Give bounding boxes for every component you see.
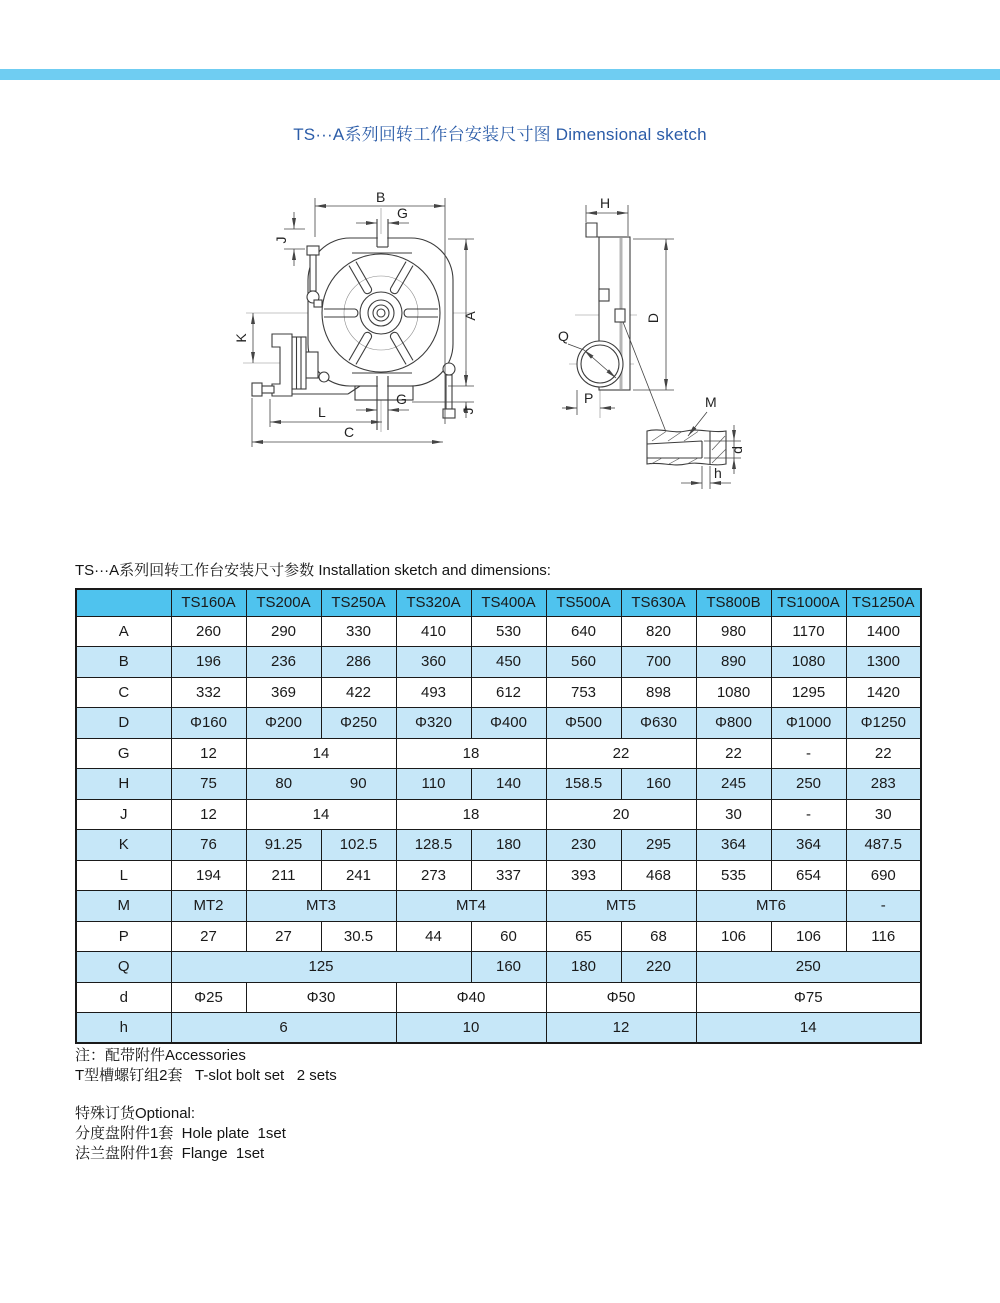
cell-B-7: 890 (696, 647, 771, 678)
notes-block (75, 1046, 337, 1164)
cell-A-3: 410 (396, 616, 471, 647)
cell-J-5: - (771, 799, 846, 830)
notes-gap (75, 1086, 337, 1104)
cell-d-1: Φ30 (246, 982, 396, 1013)
cell-Q-4: 250 (696, 952, 921, 983)
note-accessories-1: T型槽螺钉组2套 T-slot bolt set 2 sets (75, 1067, 337, 1084)
cell-J-6: 30 (846, 799, 921, 830)
cell-H-6: 160 (621, 769, 696, 800)
cell-P-6: 68 (621, 921, 696, 952)
cell-A-4: 530 (471, 616, 546, 647)
column-header-TS1000A: TS1000A (771, 589, 846, 616)
column-header-TS200A: TS200A (246, 589, 321, 616)
table-body (76, 616, 921, 1043)
cell-A-6: 820 (621, 616, 696, 647)
cell-G-0: 12 (171, 738, 246, 769)
cell-D-5: Φ500 (546, 708, 621, 739)
cell-B-5: 560 (546, 647, 621, 678)
cell-P-2: 30.5 (321, 921, 396, 952)
cell-H-3: 110 (396, 769, 471, 800)
dim-label-G-bottom: G (396, 391, 407, 407)
dim-label-C: C (344, 424, 355, 440)
dimensional-sketch (225, 175, 765, 505)
cell-h-3: 14 (696, 1013, 921, 1044)
cell-P-3: 44 (396, 921, 471, 952)
cell-K-0: 76 (171, 830, 246, 861)
row-label-P: P (76, 921, 171, 952)
cell-D-0: Φ160 (171, 708, 246, 739)
row-label-D: D (76, 708, 171, 739)
sketch-svg (225, 175, 765, 505)
table-row-h (76, 1013, 921, 1044)
cell-J-4: 30 (696, 799, 771, 830)
table-row-G (76, 738, 921, 769)
cell-B-9: 1300 (846, 647, 921, 678)
row-label-G: G (76, 738, 171, 769)
cell-P-4: 60 (471, 921, 546, 952)
cell-B-8: 1080 (771, 647, 846, 678)
cell-J-1: 14 (246, 799, 396, 830)
cell-d-0: Φ25 (171, 982, 246, 1013)
cell-L-2: 241 (321, 860, 396, 891)
cell-J-2: 18 (396, 799, 546, 830)
dim-label-G-top: G (397, 205, 408, 221)
cell-P-1: 27 (246, 921, 321, 952)
cell-d-2: Φ40 (396, 982, 546, 1013)
crank-stem (262, 386, 274, 393)
column-header-TS160A: TS160A (171, 589, 246, 616)
cell-L-3: 273 (396, 860, 471, 891)
cell-C-9: 1420 (846, 677, 921, 708)
cell-K-4: 180 (471, 830, 546, 861)
cell-C-1: 369 (246, 677, 321, 708)
wheel-shaft (306, 352, 318, 378)
crank-knob (252, 383, 262, 396)
cell-H-4: 140 (471, 769, 546, 800)
cell-B-6: 700 (621, 647, 696, 678)
table-row-L (76, 860, 921, 891)
row-label-M: M (76, 891, 171, 922)
cell-K-5: 230 (546, 830, 621, 861)
column-header-TS250A: TS250A (321, 589, 396, 616)
row-label-A: A (76, 616, 171, 647)
cell-K-6: 295 (621, 830, 696, 861)
table-row-P (76, 921, 921, 952)
column-header-TS1250A: TS1250A (846, 589, 921, 616)
dim-label-M: M (705, 394, 717, 410)
side-top-step (586, 223, 599, 237)
cell-G-5: - (771, 738, 846, 769)
page-title: TS···A系列回转工作台安装尺寸图 Dimensional sketch (293, 125, 707, 144)
table-header-row (76, 589, 921, 616)
column-header-TS400A: TS400A (471, 589, 546, 616)
cell-H-7: 245 (696, 769, 771, 800)
cell-P-5: 65 (546, 921, 621, 952)
cell-G-1: 14 (246, 738, 396, 769)
cell-A-8: 1170 (771, 616, 846, 647)
row-label-J: J (76, 799, 171, 830)
cell-P-7: 106 (696, 921, 771, 952)
column-header-TS320A: TS320A (396, 589, 471, 616)
cell-C-2: 422 (321, 677, 396, 708)
cell-J-0: 12 (171, 799, 246, 830)
cell-Q-1: 160 (471, 952, 546, 983)
row-label-d: d (76, 982, 171, 1013)
cell-K-9: 487.5 (846, 830, 921, 861)
cell-L-5: 393 (546, 860, 621, 891)
cell-P-9: 116 (846, 921, 921, 952)
cell-D-8: Φ1000 (771, 708, 846, 739)
cell-D-6: Φ630 (621, 708, 696, 739)
cell-L-9: 690 (846, 860, 921, 891)
lock-knob (319, 372, 329, 382)
cell-B-3: 360 (396, 647, 471, 678)
dim-label-D: D (645, 312, 661, 324)
cell-A-1: 290 (246, 616, 321, 647)
taper-detail (647, 394, 745, 489)
cell-K-8: 364 (771, 830, 846, 861)
dim-label-h: h (714, 465, 722, 481)
row-label-Q: Q (76, 952, 171, 983)
cell-G-3: 22 (546, 738, 696, 769)
cell-D-1: Φ200 (246, 708, 321, 739)
cell-K-7: 364 (696, 830, 771, 861)
dim-label-P: P (584, 390, 594, 406)
table-row-M (76, 891, 921, 922)
table-row-D (76, 708, 921, 739)
cell-D-9: Φ1250 (846, 708, 921, 739)
cell-G-2: 18 (396, 738, 546, 769)
dim-label-d: d (729, 446, 745, 454)
dim-label-J-top: J (273, 236, 289, 244)
note-optional-2: 法兰盘附件1套 Flange 1set (75, 1145, 265, 1162)
table-row-B (76, 647, 921, 678)
cell-A-2: 330 (321, 616, 396, 647)
table-row-K (76, 830, 921, 861)
cell-K-3: 128.5 (396, 830, 471, 861)
cell-Q-3: 220 (621, 952, 696, 983)
cell-C-3: 493 (396, 677, 471, 708)
row-label-H: H (76, 769, 171, 800)
cell-M-1: MT3 (246, 891, 396, 922)
table-row-A (76, 616, 921, 647)
cell-H-8: 250 (771, 769, 846, 800)
dim-label-H: H (599, 195, 611, 211)
cell-C-8: 1295 (771, 677, 846, 708)
column-header-TS500A: TS500A (546, 589, 621, 616)
cell-A-5: 640 (546, 616, 621, 647)
cell-G-6: 22 (846, 738, 921, 769)
cell-B-0: 196 (171, 647, 246, 678)
cell-d-4: Φ75 (696, 982, 921, 1013)
cell-L-4: 337 (471, 860, 546, 891)
cell-A-7: 980 (696, 616, 771, 647)
cell-K-1: 91.25 (246, 830, 321, 861)
cell-M-0: MT2 (171, 891, 246, 922)
cell-H-0: 75 (171, 769, 246, 800)
cell-C-7: 1080 (696, 677, 771, 708)
cell-L-1: 211 (246, 860, 321, 891)
note-optional-1: 分度盘附件1套 Hole plate 1set (75, 1125, 286, 1142)
cell-D-7: Φ800 (696, 708, 771, 739)
cell-D-3: Φ320 (396, 708, 471, 739)
cell-P-8: 106 (771, 921, 846, 952)
cell-H-1: 80 (246, 769, 321, 800)
side-lug (599, 289, 609, 301)
cell-M-3: MT5 (546, 891, 696, 922)
cell-M-2: MT4 (396, 891, 546, 922)
side-bolt (615, 309, 625, 322)
dim-label-A: A (462, 311, 478, 321)
row-label-L: L (76, 860, 171, 891)
center-hub (360, 292, 402, 334)
cell-K-2: 102.5 (321, 830, 396, 861)
cell-J-3: 20 (546, 799, 696, 830)
dim-label-L: L (318, 404, 326, 420)
table-corner-cell (76, 589, 171, 616)
cell-h-2: 12 (546, 1013, 696, 1044)
cell-C-4: 612 (471, 677, 546, 708)
cell-B-1: 236 (246, 647, 321, 678)
cell-C-0: 332 (171, 677, 246, 708)
top-accent-bar (0, 69, 1000, 80)
cell-Q-0: 125 (171, 952, 471, 983)
dim-label-K: K (233, 333, 249, 343)
cell-Q-2: 180 (546, 952, 621, 983)
row-label-h: h (76, 1013, 171, 1044)
cell-C-6: 898 (621, 677, 696, 708)
cell-B-4: 450 (471, 647, 546, 678)
cell-P-0: 27 (171, 921, 246, 952)
cell-L-0: 194 (171, 860, 246, 891)
column-header-TS630A: TS630A (621, 589, 696, 616)
handwheel-disc (292, 337, 306, 389)
cell-M-5: - (846, 891, 921, 922)
dimensions-table (75, 588, 922, 1044)
cell-H-5: 158.5 (546, 769, 621, 800)
cell-h-0: 6 (171, 1013, 396, 1044)
table-row-H (76, 769, 921, 800)
row-label-C: C (76, 677, 171, 708)
cell-h-1: 10 (396, 1013, 546, 1044)
cell-B-2: 286 (321, 647, 396, 678)
table-row-d (76, 982, 921, 1013)
table-row-J (76, 799, 921, 830)
cell-L-7: 535 (696, 860, 771, 891)
dim-label-J-bottom: J (460, 407, 476, 415)
dim-label-B: B (376, 189, 386, 205)
cell-H-2: 90 (321, 769, 396, 800)
cell-H-9: 283 (846, 769, 921, 800)
cell-G-4: 22 (696, 738, 771, 769)
dim-label-Q: Q (558, 328, 569, 344)
cell-A-0: 260 (171, 616, 246, 647)
cell-C-5: 753 (546, 677, 621, 708)
cell-M-4: MT6 (696, 891, 846, 922)
table-row-C (76, 677, 921, 708)
cell-L-8: 654 (771, 860, 846, 891)
table-row-Q (76, 952, 921, 983)
cell-A-9: 1400 (846, 616, 921, 647)
section-heading: TS···A系列回转工作台安装尺寸参数 Installation sketch and dimensions: (75, 562, 551, 579)
note-accessories-0: 注：配带附件Accessories (75, 1047, 246, 1064)
row-label-B: B (76, 647, 171, 678)
column-header-TS800B: TS800B (696, 589, 771, 616)
row-label-K: K (76, 830, 171, 861)
cell-L-6: 468 (621, 860, 696, 891)
cell-D-2: Φ250 (321, 708, 396, 739)
cell-D-4: Φ400 (471, 708, 546, 739)
note-optional-0: 特殊订货Optional: (75, 1105, 196, 1122)
gearbox-bracket (272, 334, 292, 396)
cell-d-3: Φ50 (546, 982, 696, 1013)
